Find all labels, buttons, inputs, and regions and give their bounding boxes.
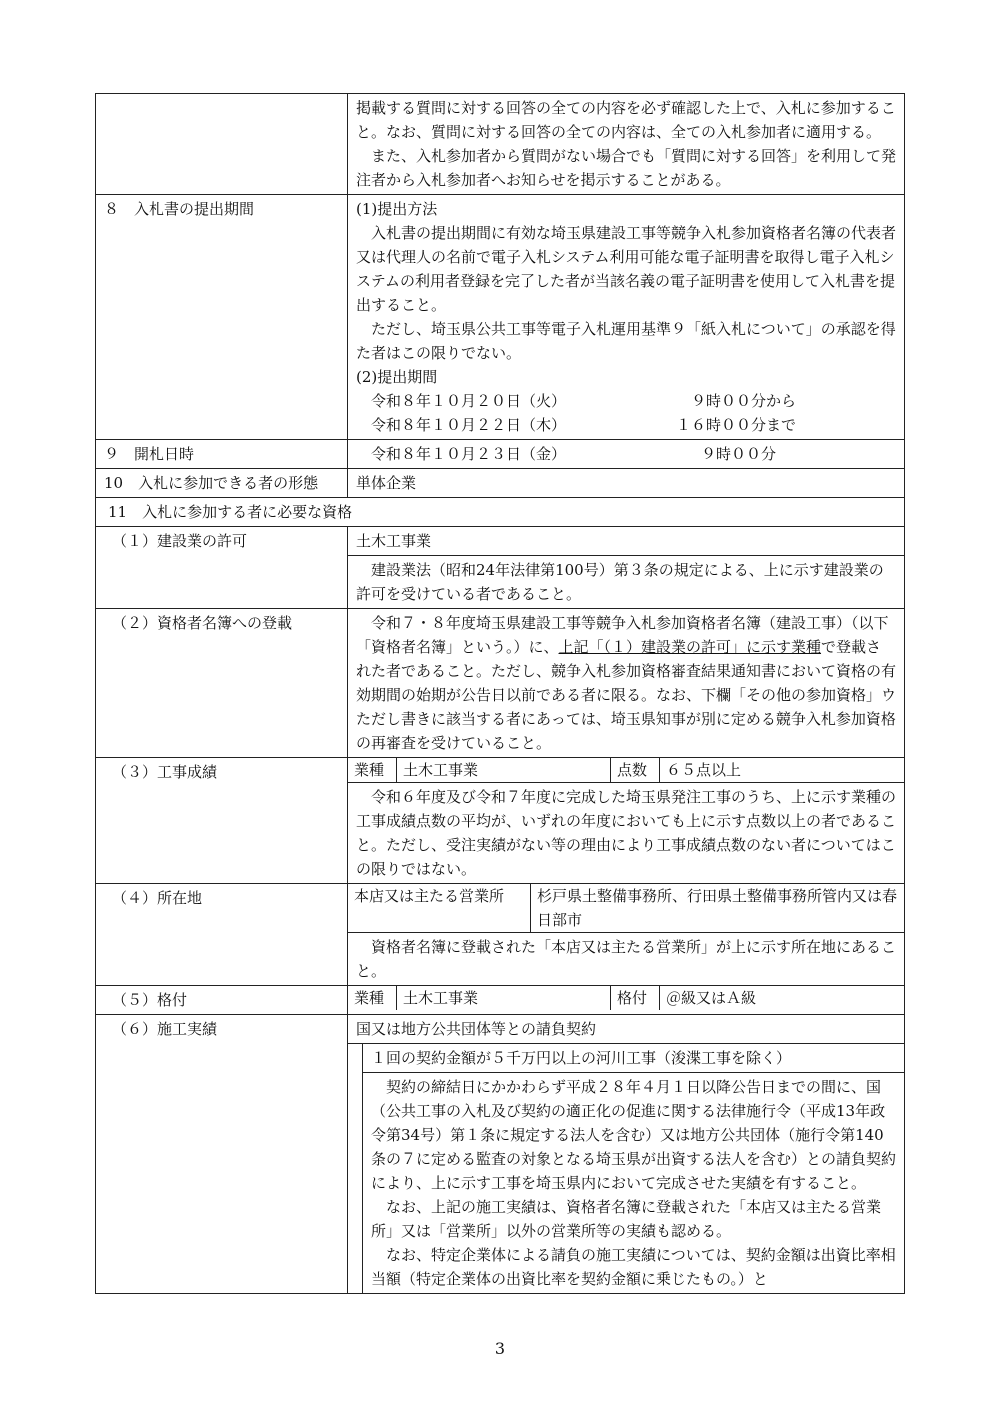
table-row: [96, 986, 905, 1015]
row-content: [348, 609, 905, 758]
table-row: [96, 94, 905, 195]
opening-datetime: [356, 442, 896, 466]
paragraph: 契約の締結日にかかわらず平成２８年４月１日以降公告日までの間に、国（公共工事の入札及び契約の適正化の促進に関する法律施行令（平成13年政令第34号）第１条に規定する法人を含む）又は地方公共団体（施行令第140条の７に定める監査の対象となる埼玉県が出資する法人を含む）との請負契約により、上に示す工事を埼玉県内において完成させた実績を有すること。: [371, 1078, 897, 1192]
date-text: 令和８年１０月２０日（火）: [371, 392, 567, 410]
row-label: （６）施工実績: [96, 1015, 348, 1294]
kv-key: 格付: [611, 986, 660, 1010]
notice-table: [95, 93, 905, 1294]
sub-section: [348, 1044, 904, 1293]
row-content: [348, 94, 905, 195]
date-text: 令和８年１０月２３日（金）: [371, 445, 567, 463]
table-row: [96, 195, 905, 440]
time-text: １６時００分まで: [675, 416, 796, 434]
text-span: 令和７・８年度埼玉県建設工事等競争入札参加資格者名簿（建設工事）（以下「資格者名簿」という。）に、: [356, 614, 889, 656]
row-content: [348, 758, 905, 884]
row-content: [348, 884, 905, 986]
kv-table: [348, 758, 904, 782]
kv-key: 本店又は主たる営業所: [348, 884, 531, 932]
row-label: （３）工事成績: [96, 758, 348, 884]
row-label: ８ 入札書の提出期間: [96, 195, 348, 440]
paragraph: 建設業法（昭和24年法律第100号）第３条の規定による、上に示す建設業の許可を受けている者であること。: [356, 561, 884, 603]
table-row: [96, 884, 905, 986]
kv-row: [348, 758, 904, 783]
kv-value: ＠級又はＡ級: [666, 989, 757, 1007]
table-row: [96, 469, 905, 498]
row-label-empty: [96, 94, 348, 195]
kv-table: [348, 884, 904, 932]
kv-key: 業種: [348, 758, 397, 782]
kv-value: 土木工事業: [397, 986, 611, 1010]
paragraph: なお、特定企業体による請負の施工実績については、契約金額は出資比率相当額（特定企業体の出資比率を契約金額に乗じたもの。）と: [371, 1246, 896, 1288]
kv-key: 業種: [348, 986, 397, 1010]
row-content: [348, 527, 905, 609]
row-content: [348, 986, 905, 1015]
row-content: 単体企業: [348, 469, 905, 498]
paragraph: ただし、埼玉県公共工事等電子入札運用基準９「紙入札について」の承認を得た者はこの限りでない。: [356, 320, 896, 362]
kv-value: ６５点以上: [666, 761, 742, 779]
period-start: [356, 389, 896, 413]
row-content: [348, 440, 905, 469]
table-row: [96, 498, 905, 527]
page-number: 3: [494, 1339, 506, 1358]
sub-box: [362, 1044, 904, 1293]
date-text: 令和８年１０月２２日（木）: [371, 416, 567, 434]
row-content: [348, 195, 905, 440]
kv-row: [348, 884, 904, 933]
kv-value: 杉戸県土整備事務所、行田県土整備事務所管内又は春日部市: [537, 887, 898, 929]
row-label: 11 入札に参加する者に必要な資格: [96, 498, 905, 527]
paragraph: また、入札参加者から質問がない場合でも「質問に対する回答」を利用して発注者から入札参加者へお知らせを掲示することがある。: [356, 147, 897, 189]
table-row: [96, 758, 905, 884]
row-content: [348, 1015, 905, 1294]
paragraph: [356, 611, 896, 755]
time-text: ９時００分: [700, 445, 776, 463]
section-heading: (2)提出期間: [356, 368, 438, 386]
row-label: （４）所在地: [96, 884, 348, 986]
row-label: （１）建設業の許可: [96, 527, 348, 609]
paragraph: 掲載する質問に対する回答の全ての内容を必ず確認した上で、入札に参加すること。なお、質問に対する回答の全ての内容は、全ての入札参加者に適用する。: [356, 99, 896, 141]
section-heading: (1)提出方法: [356, 200, 438, 218]
paragraph: 令和６年度及び令和７年度に完成した埼玉県発注工事のうち、上に示す業種の工事成績点数の平均が、いずれの年度においても上に示す点数以上の者であること。ただし、受注実績がない等の理由により工事成績点数のない者についてはこの限りではない。: [356, 788, 897, 878]
sub-heading: １回の契約金額が５千万円以上の河川工事（浚渫工事を除く）: [363, 1044, 904, 1073]
row-label: （５）格付: [96, 986, 348, 1015]
kv-key: 点数: [611, 758, 660, 782]
row-label: （２）資格者名簿への登載: [96, 609, 348, 758]
kv-table: [348, 986, 904, 1010]
underlined-text: 上記「（１）建設業の許可」に示す業種: [558, 638, 822, 656]
period-end: [356, 413, 896, 437]
kv-value: 土木工事業: [397, 758, 611, 782]
paragraph: 資格者名簿に登載された「本店又は主たる営業所」が上に示す所在地にあること。: [356, 938, 897, 980]
text-span: で登載された者であること。ただし、競争入札参加資格審査結果通知書において資格の有効期間の始期が公告日以前である者に限る。なお、下欄「その他の参加資格」ウただし書きに該当する者にあっては、埼玉県知事が別に定める競争入札参加資格の再審査を受けていること。: [356, 638, 897, 752]
document-page: [95, 93, 905, 1294]
table-row: [96, 527, 905, 609]
row-label: 10 入札に参加できる者の形態: [96, 469, 348, 498]
paragraph: 入札書の提出期間に有効な埼玉県建設工事等競争入札参加資格者名簿の代表者又は代理人の名前で電子入札システム利用可能な電子証明書を取得し電子入札システムの利用者登録を完了した者が当該名義の電子証明書を使用して入札書を提出すること。: [356, 224, 897, 314]
table-row: [96, 1015, 905, 1294]
row-label: ９ 開札日時: [96, 440, 348, 469]
contract-heading: 国又は地方公共団体等との請負契約: [348, 1015, 904, 1044]
table-row: [96, 609, 905, 758]
license-type: 土木工事業: [348, 527, 904, 556]
time-text: ９時００分から: [690, 392, 796, 410]
sub-body: [363, 1073, 904, 1293]
kv-row: [348, 986, 904, 1010]
table-row: [96, 440, 905, 469]
paragraph: なお、上記の施工実績は、資格者名簿に登載された「本店又は主たる営業所」又は「営業所」以外の営業所等の実績も認める。: [371, 1198, 882, 1240]
